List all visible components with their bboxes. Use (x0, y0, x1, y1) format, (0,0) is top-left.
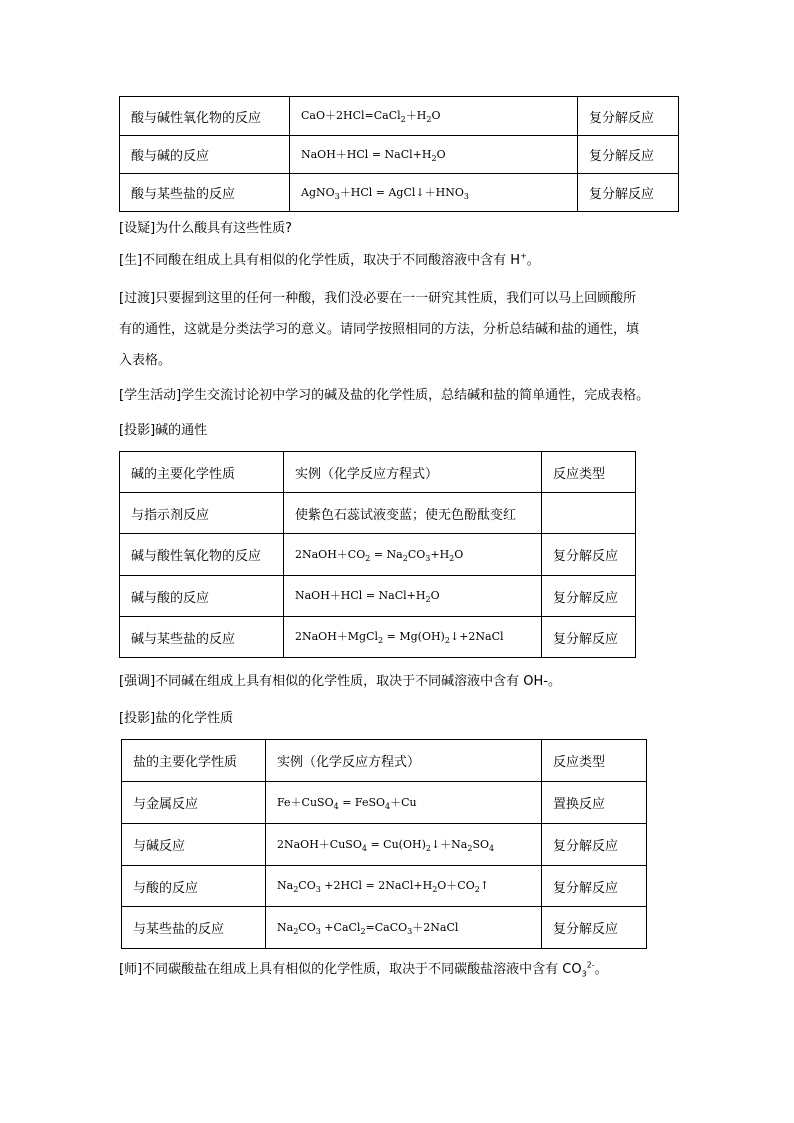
table-row (120, 493, 636, 534)
equation-cell: $CaO+2HCl=CaCl_2+H_2O$ (290, 97, 578, 136)
property-cell: 与金属反应 (122, 782, 266, 824)
reaction-type-cell (542, 493, 636, 534)
paragraph-transition-line3: 入表格。 (119, 353, 172, 368)
paragraph-projection-salt: [投影]盐的化学性质 (119, 711, 234, 726)
property-cell: 与指示剂反应 (120, 493, 284, 534)
reaction-type-cell: 复分解反应 (542, 907, 647, 949)
table-row (122, 866, 647, 907)
reaction-type-cell: 复分解反应 (578, 97, 679, 136)
reaction-type-cell: 复分解反应 (542, 576, 636, 617)
paragraph-transition-line2: 有的通性，这就是分类法学习的意义。请同学按照相同的方法，分析总结碱和盐的通性，填 (119, 322, 640, 337)
property-cell: 碱与某些盐的反应 (120, 617, 284, 658)
reaction-type-cell: 复分解反应 (542, 617, 636, 658)
property-cell: 酸与碱性氧化物的反应 (120, 97, 290, 136)
reaction-type-cell: 复分解反应 (578, 174, 679, 212)
reaction-type-cell: 复分解反应 (542, 824, 647, 866)
table-row (120, 136, 679, 174)
equation-cell: NaOH＋HCl = $NaCl+H_2O$ (284, 576, 542, 617)
equation-cell: $2NaOH+CO_2 = Na_2CO_3+H_2O$ (284, 534, 542, 576)
header-cell: 反应类型 (542, 740, 647, 782)
property-cell: 酸与某些盐的反应 (120, 174, 290, 212)
property-cell: 与酸的反应 (122, 866, 266, 907)
equation-cell: 2NaOH＋CuSO$_4$ = $Cu(OH)_2↓+Na_2SO_4$ (266, 824, 542, 866)
base-properties-table (119, 451, 636, 658)
paragraph-activity: [学生活动]学生交流讨论初中学习的碱及盐的化学性质，总结碱和盐的简单通性，完成表格。 (119, 388, 650, 403)
acid-properties-table (119, 96, 679, 212)
paragraph-question: [设疑]为什么酸具有这些性质? (119, 221, 293, 236)
property-cell: 碱与酸的反应 (120, 576, 284, 617)
header-cell: 反应类型 (542, 452, 636, 493)
paragraph-transition-line1: [过渡]只要握到这里的任何一种酸，我们没必要在一一研究其性质，我们可以马上回顾酸所 (119, 291, 637, 306)
property-cell: 与碱反应 (122, 824, 266, 866)
table-row (122, 907, 647, 949)
paragraph-student: [生]不同酸在组成上具有相似的化学性质，取决于不同酸溶液中含有 H+。 (119, 251, 540, 268)
paragraph-projection-base: [投影]碱的通性 (119, 423, 208, 438)
table-row (122, 824, 647, 866)
property-cell: 与某些盐的反应 (122, 907, 266, 949)
example-cell: 使紫色石蕊试液变蓝；使无色酚酞变红 (284, 493, 542, 534)
table-row (120, 617, 636, 658)
equation-cell: AgNO$_3$＋HCl = $AgCl↓+HNO_3$ (290, 174, 578, 212)
table-row (120, 97, 679, 136)
table-row (122, 782, 647, 824)
equation-cell: Fe＋CuSO$_4$ = FeSO$_4$＋Cu (266, 782, 542, 824)
equation-cell: 2NaOH＋MgCl$_2$ = $Mg(OH)_2↓+2NaCl$ (284, 617, 542, 658)
reaction-type-cell: 复分解反应 (578, 136, 679, 174)
reaction-type-cell: 置换反应 (542, 782, 647, 824)
table-row (120, 174, 679, 212)
salt-properties-table (121, 739, 647, 949)
header-cell: 碱的主要化学性质 (120, 452, 284, 493)
header-cell: 盐的主要化学性质 (122, 740, 266, 782)
table-row (122, 740, 647, 782)
paragraph-emphasis: [强调]不同碱在组成上具有相似的化学性质，取决于不同碱溶液中含有 OH-。 (119, 674, 561, 689)
equation-cell: $Na_2CO_3 +2HCl$ = $2NaCl+H_2O+CO_2↑$ (266, 866, 542, 907)
table-row (120, 534, 636, 576)
property-cell: 酸与碱的反应 (120, 136, 290, 174)
equation-cell: NaOH＋HCl = $NaCl+H_2O$ (290, 136, 578, 174)
table-row (120, 576, 636, 617)
equation-cell: $Na_2CO_3$ +CaCl$_2$=CaCO$_3$＋2NaCl (266, 907, 542, 949)
reaction-type-cell: 复分解反应 (542, 534, 636, 576)
header-cell: 实例（化学反应方程式） (284, 452, 542, 493)
table-row (120, 452, 636, 493)
paragraph-teacher: [师]不同碳酸盐在组成上具有相似的化学性质，取决于不同碳酸盐溶液中含有 $CO_3^{2-}$。 (119, 960, 608, 979)
property-cell: 碱与酸性氧化物的反应 (120, 534, 284, 576)
header-cell: 实例（化学反应方程式） (266, 740, 542, 782)
reaction-type-cell: 复分解反应 (542, 866, 647, 907)
